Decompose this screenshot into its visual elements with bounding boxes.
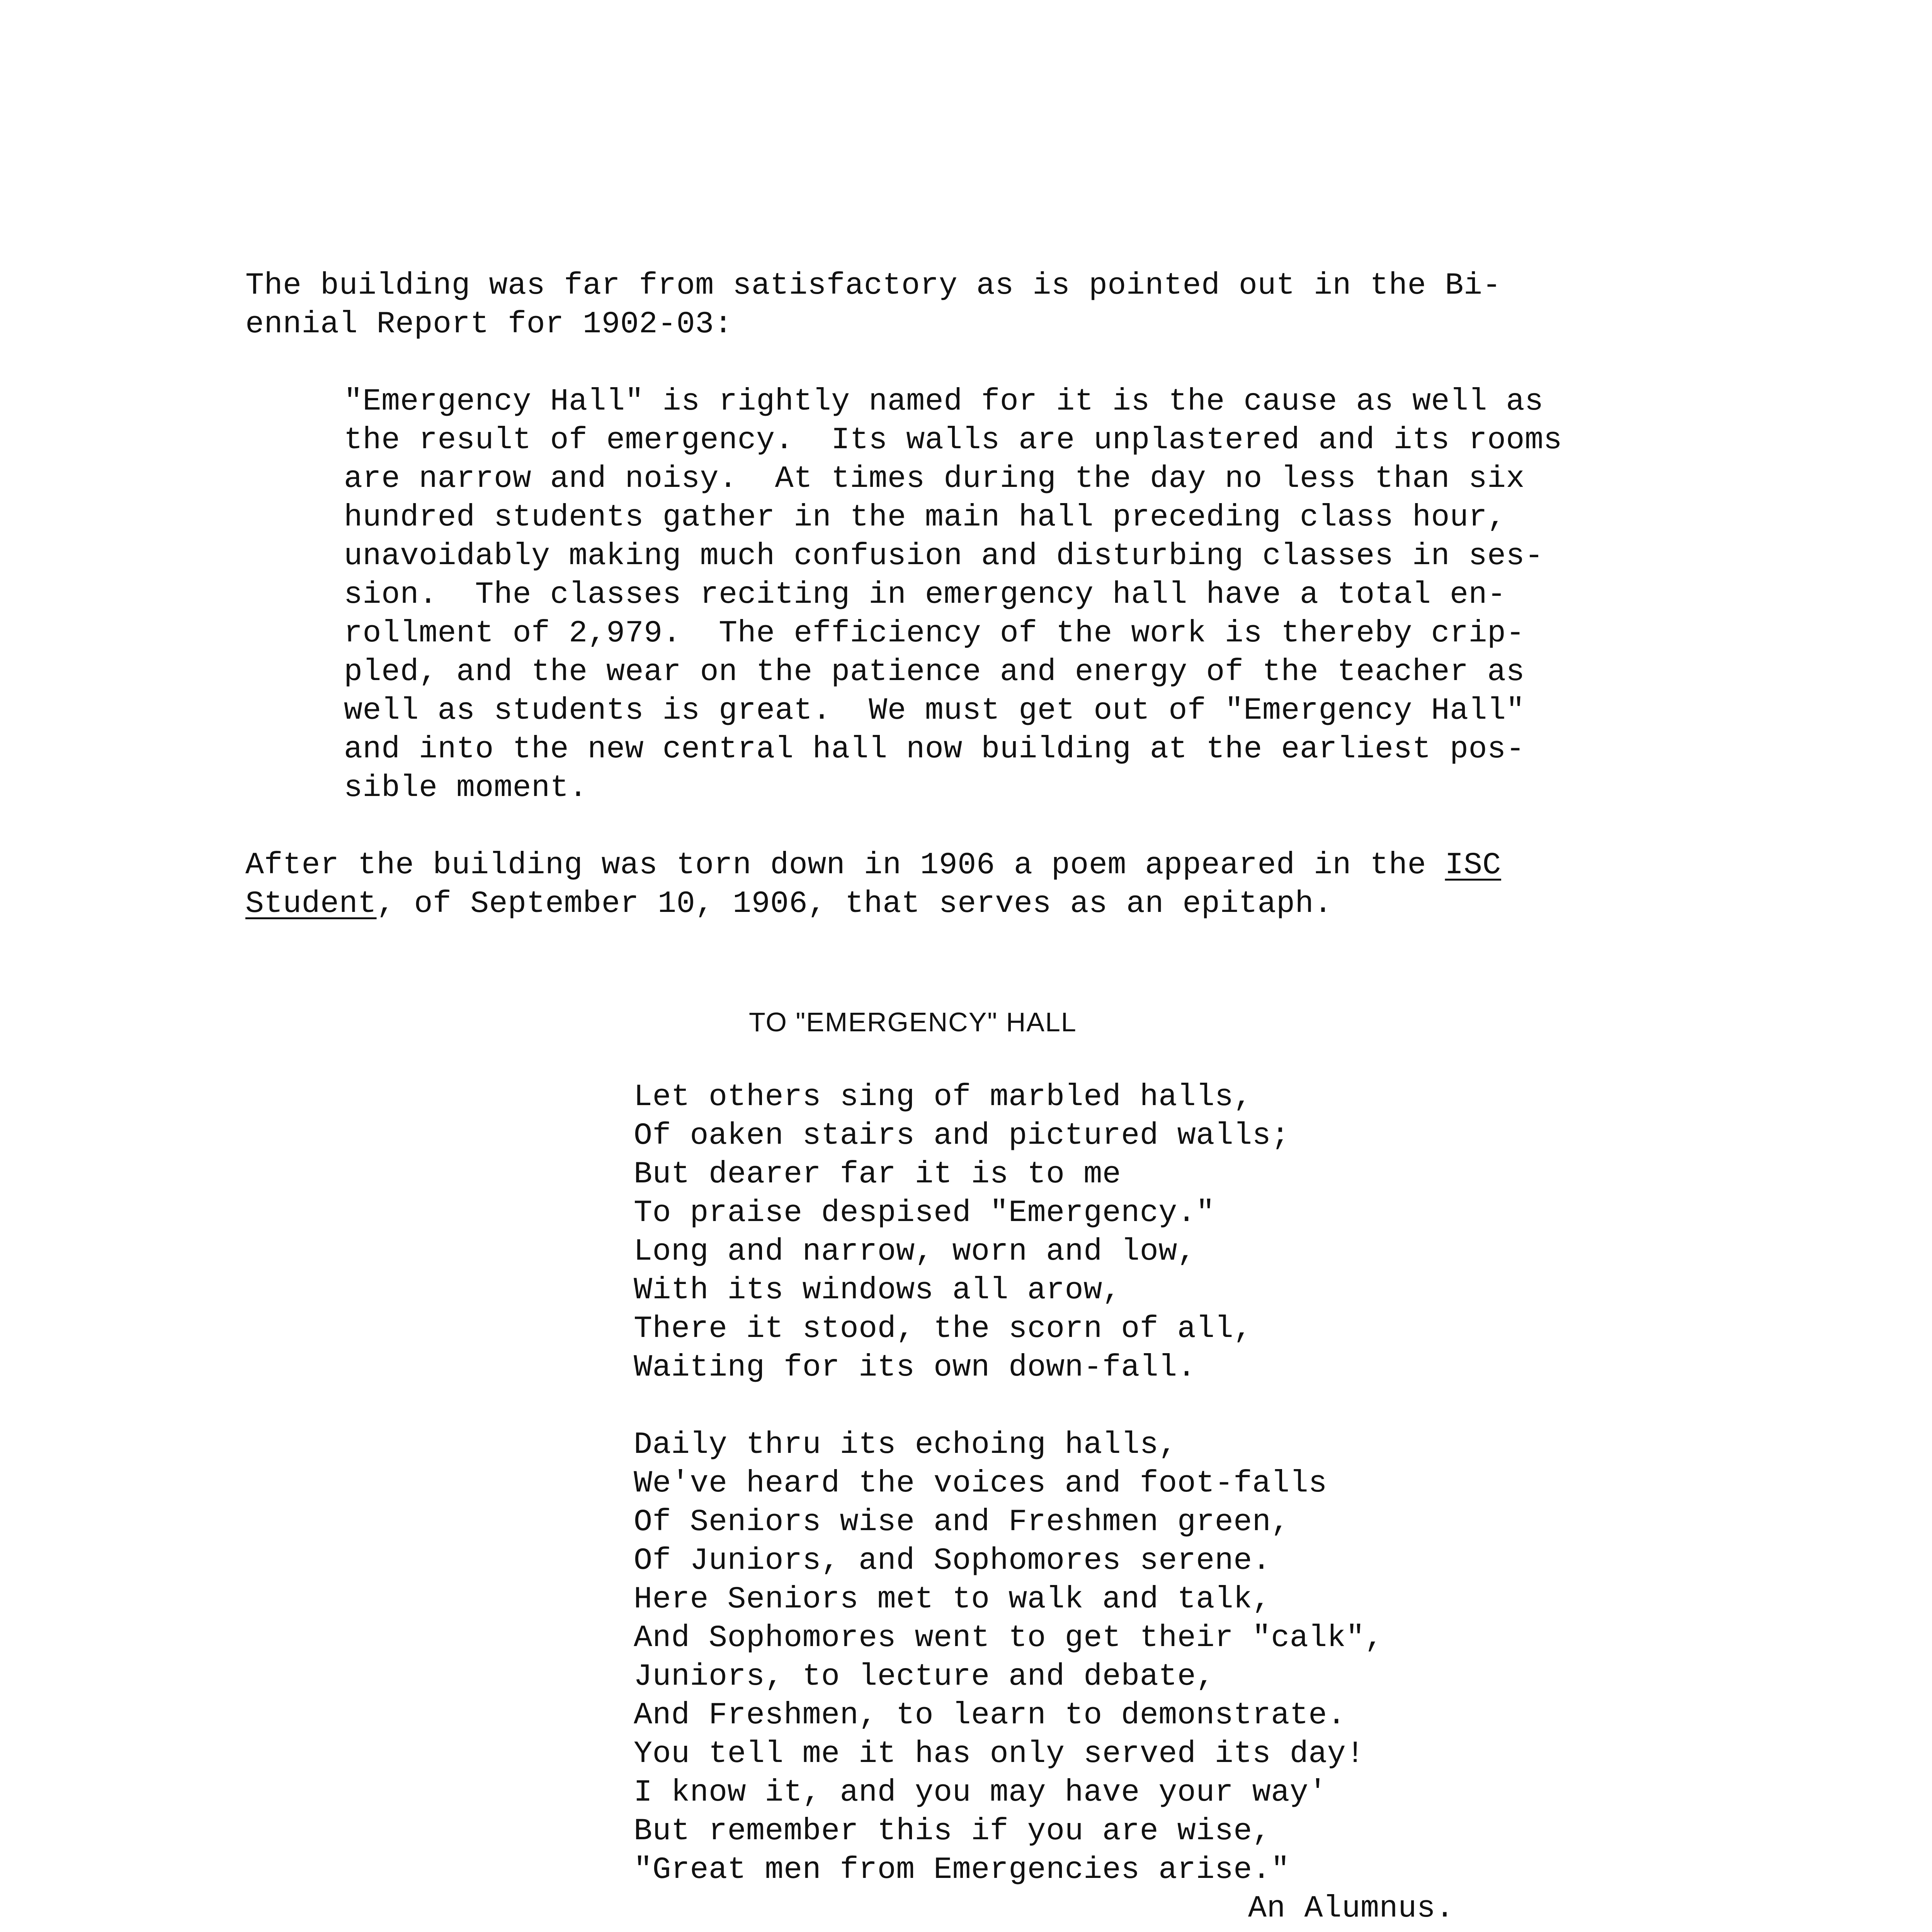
poem-line: Of oaken stairs and pictured walls; [634, 1118, 1290, 1153]
poem-line: But remember this if you are wise, [634, 1814, 1271, 1849]
intro-line: The building was far from satisfactory as is pointed out in the Bi- [245, 268, 1502, 303]
quote-line: sion. The classes reciting in emergency hall have a total en- [344, 577, 1506, 612]
epitaph-line-1 [245, 846, 1501, 885]
epitaph-text: , of September 10, 1906, that serves as an epitaph. [376, 886, 1333, 922]
poem-line: "Great men from Emergencies arise." [634, 1852, 1290, 1888]
poem-line: Daily thru its echoing halls, [634, 1427, 1177, 1463]
poem-line: But dearer far it is to me [634, 1157, 1121, 1192]
quote-line: sible moment. [344, 770, 588, 806]
publication-title: Student [245, 886, 377, 922]
quote-line: "Emergency Hall" is rightly named for it is the cause as well as [344, 384, 1544, 419]
poem-line: Of Juniors, and Sophomores serene. [634, 1543, 1271, 1578]
poem-line: Waiting for its own down-fall. [634, 1350, 1196, 1385]
quote-line: well as students is great. We must get out of "Emergency Hall" [344, 693, 1525, 728]
quote-line: rollment of 2,979. The efficiency of the work is thereby crip- [344, 616, 1525, 651]
quote-line: and into the new central hall now building at the earliest pos- [344, 732, 1525, 767]
poem-line: Let others sing of marbled halls, [634, 1080, 1252, 1115]
poem-line: With its windows all arow, [634, 1273, 1121, 1308]
publication-title: ISC [1445, 848, 1502, 883]
poem-line: Juniors, to lecture and debate, [634, 1659, 1215, 1694]
poem-line: You tell me it has only served its day! [634, 1736, 1365, 1772]
poem-line: There it stood, the scorn of all, [634, 1311, 1252, 1347]
quote-line: hundred students gather in the main hall preceding class hour, [344, 500, 1506, 535]
poem-line: Long and narrow, worn and low, [634, 1234, 1196, 1269]
poem-signature: An Alumnus. [1248, 1891, 1454, 1926]
poem-line: I know it, and you may have your way' [634, 1775, 1327, 1810]
poem-line: And Freshmen, to learn to demonstrate. [634, 1698, 1346, 1733]
poem-line: Of Seniors wise and Freshmen green, [634, 1505, 1290, 1540]
poem-line: Here Seniors met to walk and talk, [634, 1582, 1271, 1617]
epitaph-text: After the building was torn down in 1906 a poem appeared in the [245, 848, 1445, 883]
epitaph-line-2 [245, 885, 1332, 923]
poem-line: To praise despised "Emergency." [634, 1196, 1215, 1231]
poem-line: And Sophomores went to get their "calk", [634, 1621, 1384, 1656]
poem-line: We've heard the voices and foot-falls [634, 1466, 1327, 1501]
intro-line: ennial Report for 1902-03: [245, 307, 733, 342]
poem-title: TO "EMERGENCY" HALL [749, 1007, 1077, 1037]
quote-line: pled, and the wear on the patience and energy of the teacher as [344, 655, 1525, 690]
quote-line: the result of emergency. Its walls are unplastered and its rooms [344, 423, 1563, 458]
quote-line: are narrow and noisy. At times during the day no less than six [344, 461, 1525, 497]
quote-line: unavoidably making much confusion and disturbing classes in ses- [344, 539, 1544, 574]
